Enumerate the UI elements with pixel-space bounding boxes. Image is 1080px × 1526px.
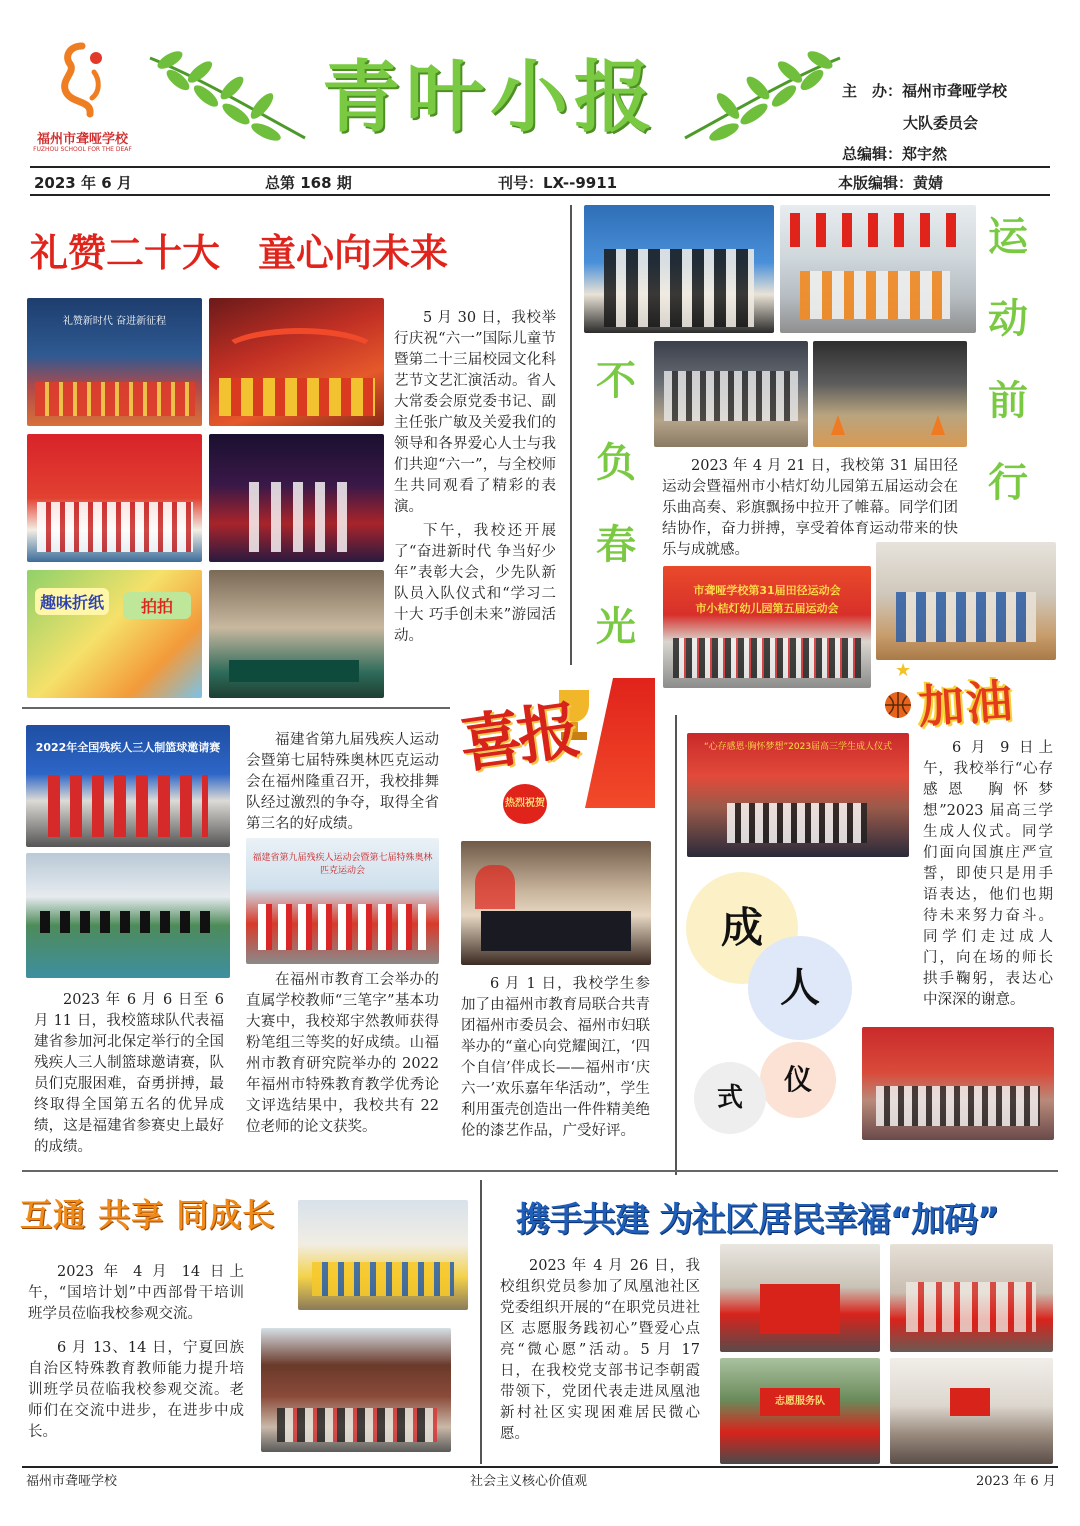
photo-red-ribbon-dance [209, 298, 384, 426]
sec5-title: 互通 共享 同成长 [20, 1196, 276, 1234]
photo-origami-booth: 趣味折纸 拍拍 [27, 570, 202, 698]
sec4-paragraph: 6 月 9 日上午，我校举行“心存感恩 胸怀梦想”2023 届高三学生成人仪式。同学们面向国旗庄严宣誓，即使只是用手语表达，他们也期待未来努力奋斗。同学们走过成人门，向在场的师长拱手鞠躬，表达心中深深的谢意。 [923, 740, 1053, 1008]
photo-flag-parade [780, 205, 976, 333]
divider-mid [22, 707, 450, 709]
sec2-paragraph: 2023 年 4 月 21 日，我校第 31 届田径运动会暨福州市小桔灯幼儿园第五届运动会在乐曲高奏、彩旗飘扬中拉开了帷幕。同学们团结协作，奋力拼搏，享受着体育运动带来的快乐与成就感。 [662, 458, 958, 558]
photo-lacquer-art [461, 841, 651, 965]
photo-basketball-kid [813, 341, 967, 447]
sec3-text-left-bottom [34, 990, 224, 1158]
photo-outdoor-court [26, 853, 230, 978]
sec2-vtitle-right: 运 动 前 行 [988, 214, 1028, 506]
school-name-en: FUZHOU SCHOOL FOR THE DEAF [33, 146, 132, 153]
photo-gym-dance [654, 341, 808, 447]
sec6-text [500, 1256, 700, 1445]
bubble-cheng: 成 [686, 872, 798, 984]
sec1-title: 礼赞二十大 童心向未来 [30, 231, 449, 275]
left-laurel-icon [140, 38, 310, 148]
photo-party-flag-group [720, 1244, 880, 1352]
photo-kindergarten-kids [876, 542, 1056, 660]
school-name-cn: 福州市聋哑学校 [36, 132, 128, 147]
divider-sec1-sec2 [570, 205, 572, 665]
sec3-paragraph-right: 6 月 1 日，我校学生参加了由福州市教育局联合共青团福州市委员会、福州市妇联举办的“童心向党耀闽江，‘四个自信’伴成长——福州市‘庆六一’欢乐嘉年华活动”，学生利用蛋壳创造出一件件精美绝伦的漆艺作品，广受好评。 [461, 976, 650, 1139]
sec3-text-mid [246, 970, 439, 1138]
bubble-ren: 人 [748, 936, 852, 1040]
photo-dance-team: 福建省第九届残疾人运动会暨第七届特殊奥林匹克运动会 [246, 838, 439, 964]
photo-visitors-building [261, 1328, 451, 1452]
photo-volunteers-visit [890, 1244, 1053, 1352]
right-laurel-icon [680, 38, 850, 148]
photo-young-pioneers [209, 434, 384, 562]
school-logo [30, 40, 135, 158]
photo-basketball-team: 2022年全国残疾人三人制篮球邀请赛 [26, 725, 230, 847]
sec2-vtitle-left: 不 负 春 光 [596, 358, 636, 650]
photo-volunteer-team: 志愿服务队 [720, 1358, 880, 1464]
photo-party-members-room [890, 1358, 1053, 1464]
sponsor-line: 主 办：福州市聋哑学校 [842, 82, 1008, 100]
sponsor-line-2: 大队委员会 [903, 114, 979, 132]
sec1-text [394, 308, 556, 647]
divider-sec5-sec6 [480, 1180, 482, 1464]
logo-mark-icon [52, 40, 112, 120]
sec5-text-2 [28, 1338, 244, 1443]
sec5-text-1 [28, 1262, 244, 1325]
sec4-text [923, 738, 1053, 1011]
sec5-paragraph-2: 6 月 13、14 日，宁夏回族自治区特殊教育教师能力提升培训班学员莅临我校参观交流。老师们在交流中进步，在进步中成长。 [28, 1340, 244, 1440]
masthead-title: 青叶小报 [321, 53, 658, 143]
divider-sec3-sec4 [675, 715, 677, 1175]
footer-right: 2023 年 6 月 [976, 1474, 1056, 1489]
sec5-paragraph-1: 2023 年 4 月 14 日上午，“国培计划”中西部骨干培训班学员莅临我校参观交流。 [28, 1264, 244, 1322]
photo-award-ceremony [27, 434, 202, 562]
photo-stage-group: 礼赞新时代 奋进新征程 [27, 298, 202, 426]
footer-rule [22, 1466, 1058, 1468]
star-icon: ★ [895, 660, 912, 681]
sec6-title: 携手共建 为社区居民幸福“加码” [516, 1200, 999, 1240]
sec3-paragraph-mid: 在福州市教育工会举办的直属学校教师“三笔字”基本功大赛中，我校郑宇然教师获得粉笔组三等奖的好成绩。山福州市教育研究院举办的 2022 年福州市特殊教育教学优秀论文评选结果中，我校共有 22 位老师的论文获奖。 [246, 972, 439, 1135]
sec3-paragraph-left-bottom: 2023 年 6 月 6 日至 6 月 11 日，我校篮球队代表福建省参加河北保定举行的全国残疾人三人制篮球邀请赛，队员们克服困难，奋勇拼搏，最终取得全国第五名的优异成绩，这是福建省参赛史上最好的成绩。 [34, 992, 224, 1155]
xibao-badge: 喜报 热烈祝贺 [455, 672, 655, 832]
photo-sports-awards [584, 205, 774, 333]
sec1-paragraph-2: 下午，我校还开展了“奋进新时代 争当好少年”表彰大会，少先队新队员入队仪式和“学习二十大 巧手创未来”游园活动。 [394, 523, 556, 644]
serial-number: 刊号：LX--9911 [498, 174, 618, 192]
bubble-shi: 式 [694, 1062, 766, 1134]
sec3-paragraph-top: 福建省第九届残疾人运动会暨第七届特殊奥林匹克运动会在福州隆重召开，我校排舞队经过激烈的争夺，取得全省第三名的好成绩。 [246, 732, 439, 832]
header-rule-bottom [30, 194, 1050, 196]
sec3-text-top [246, 730, 439, 835]
footer-center: 社会主义核心价值观 [470, 1474, 588, 1489]
photo-sports-meet-banner: 市聋哑学校第31届田径运动会 市小桔灯幼儿园第五届运动会 [663, 566, 871, 688]
divider-bottom-rule [22, 1170, 1058, 1172]
sec6-paragraph: 2023 年 4 月 26 日，我校组织党员参加了凤凰池社区党委组织开展的“在职党员进社区 志愿服务践初心”暨爱心点亮“微心愿”活动。5 月 17 日，在我校党支部书记李朝霞带领下，党团代表走进凤凰池新村社区实现困难居民微心愿。 [500, 1258, 700, 1442]
bubble-yi: 仪 [760, 1042, 836, 1118]
jiayou-title: 加油 [916, 673, 1016, 735]
basketball-icon [885, 692, 911, 718]
photo-coming-of-age-vow [862, 1027, 1054, 1140]
chief-editor-line: 总编辑：郑宇然 [842, 145, 948, 163]
footer-left: 福州市聋哑学校 [26, 1474, 118, 1489]
photo-visitors-classroom [298, 1200, 468, 1310]
page-editor: 本版编辑：黄婧 [838, 174, 944, 192]
issue-number: 总第 168 期 [265, 174, 352, 192]
issue-date: 2023 年 6 月 [34, 174, 132, 192]
sec3-text-right [461, 974, 650, 1142]
sec1-paragraph-1: 5 月 30 日，我校举行庆祝“六一”国际儿童节暨第二十三届校园文化科艺节文艺汇演活动。省人大常委会原党委书记、副主任张广敏及关爱我们的领导和各界爱心人士与我们共迎“六一”，与全校师生共同观看了精彩的表演。 [394, 310, 556, 515]
photo-coming-of-age-stage: “心存感恩·胸怀梦想”2023届高三学生成人仪式 [687, 733, 909, 857]
photo-craft-activity [209, 570, 384, 698]
header-rule-top [30, 166, 1050, 168]
